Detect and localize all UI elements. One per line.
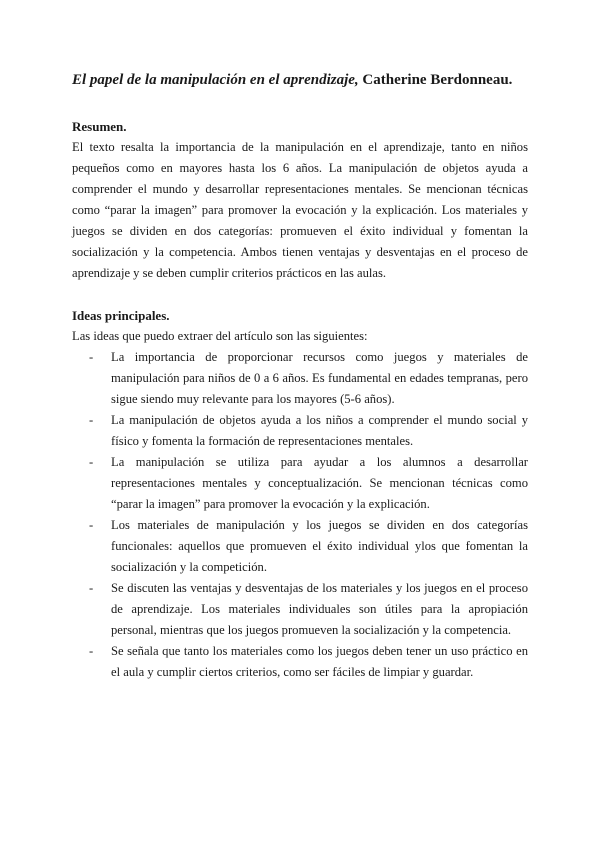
bullet-dash: - [89,518,94,532]
list-item [72,641,528,683]
list-item [72,578,528,641]
list-item [72,410,528,452]
title-author: Catherine Berdonneau. [362,72,513,88]
list-item-text: Se señala que tanto los materiales como los juegos deben tener un uso práctico en el aula y cumplir ciertos criterios, como ser fáciles de limpiar y guardar. [111,644,528,679]
document-page [72,70,528,683]
title-work: El papel de la manipulación en el aprendizaje, [72,72,359,88]
bullet-dash: - [89,350,94,364]
bullet-dash: - [89,644,94,658]
list-item-text: Se discuten las ventajas y desventajas de los materiales y los juegos en el proceso de aprendizaje. Los materiales individuales son útiles para la apropiación personal, mientras que los juegos promueven la socialización y la competencia. [111,581,528,637]
bullet-dash: - [89,581,94,595]
list-item [72,515,528,578]
summary-heading: Resumen. [72,119,127,134]
main-ideas-intro: Las ideas que puedo extraer del artículo son las siguientes: [72,329,368,343]
list-item-text: La manipulación de objetos ayuda a los niños a comprender el mundo social y físico y fomenta la formación de representaciones mentales. [111,413,528,448]
list-item-text: Los materiales de manipulación y los juegos se dividen en dos categorías funcionales: aquellos que promueven el éxito individual ylos que fomentan la socialización y la competición. [111,518,528,574]
list-item-text: La manipulación se utiliza para ayudar a los alumnos a desarrollar representaciones mentales y conceptualización. Se mencionan técnicas como “parar la imagen” para promover la evocación y la explicación. [111,455,528,511]
bullet-dash: - [89,455,94,469]
list-item [72,347,528,410]
main-ideas-list [72,347,528,683]
list-item-text: La importancia de proporcionar recursos como juegos y materiales de manipulación para niños de 0 a 6 años. Es fundamental en edades tempranas, pero sigue siendo muy relevante para los mayores (5-6 años). [111,350,528,406]
document-title [72,70,528,90]
summary-text: El texto resalta la importancia de la manipulación en el aprendizaje, tanto en niños pequeños como en mayores hasta los 6 años. La manipulación de objetos ayuda a comprender el mundo y desarrollar representaciones mentales. Se mencionan técnicas como “parar la imagen” para promover la evocación y la explicación. Los materiales y juegos se dividen en dos categorías: promueven el éxito individual y fomentan la socialización y la competencia. Ambos tienen ventajas y desventajas en el proceso de aprendizaje y se deben cumplir criterios prácticos en las aulas. [72,140,528,280]
main-ideas-heading: Ideas principales. [72,308,170,323]
bullet-dash: - [89,413,94,427]
list-item [72,452,528,515]
section-spacer [72,284,528,305]
